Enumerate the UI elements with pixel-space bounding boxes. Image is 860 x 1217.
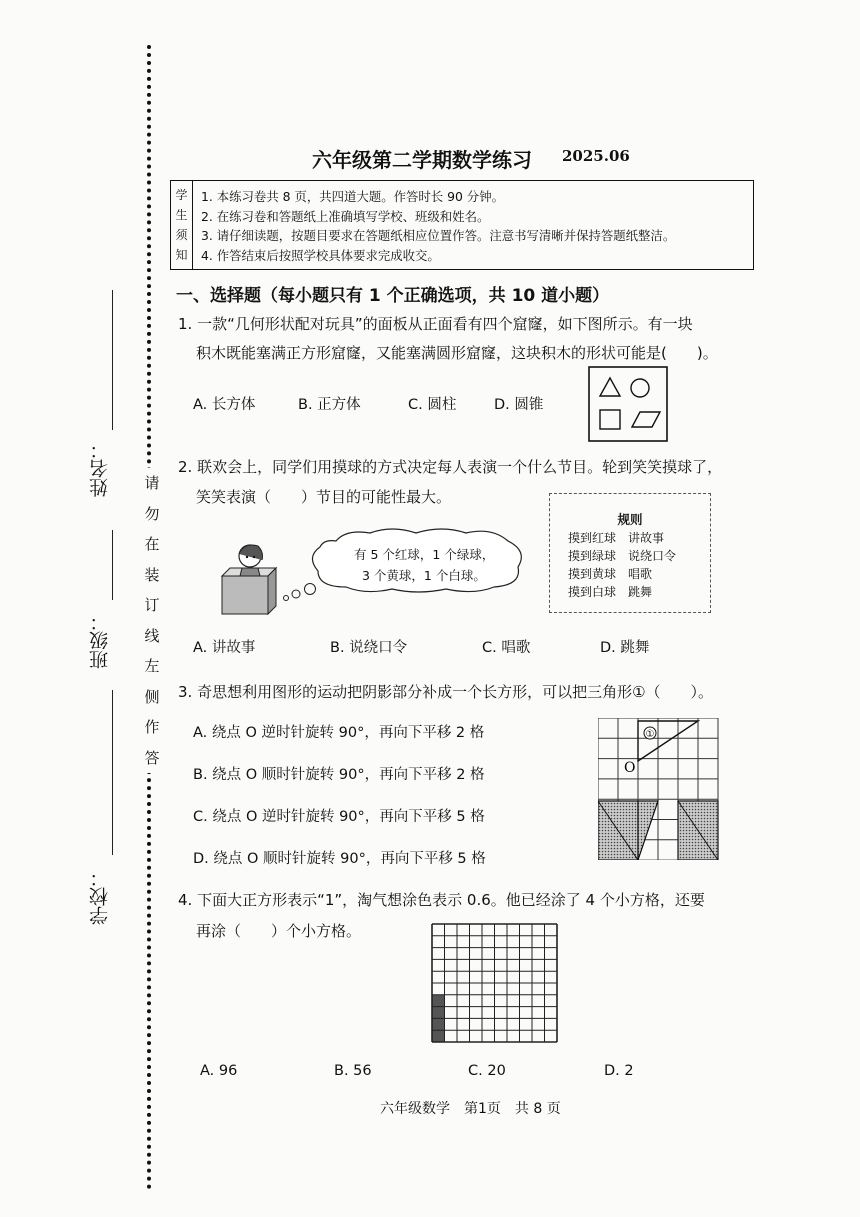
- q4-option-a: A. 96: [200, 1063, 238, 1079]
- notice-item: 4. 作答结束后按照学校具体要求完成收交。: [201, 247, 440, 263]
- notice-item: 2. 在练习卷和答题纸上准确填写学校、班级和姓名。: [201, 208, 490, 224]
- triangle-1: [638, 721, 698, 761]
- point-o-label: O: [624, 760, 636, 776]
- bubble-line1: 有 5 个红球，1 个绿球，: [354, 547, 495, 562]
- q3-option-b: B. 绕点 O 顺时针旋转 90°，再向下平移 2 格: [193, 767, 485, 783]
- rule-item: 摸到白球 跳舞: [568, 585, 653, 599]
- page-footer: 六年级数学 第1页 共 8 页: [380, 1101, 561, 1117]
- shaded-square: [432, 1030, 445, 1042]
- notice-items: [201, 187, 675, 265]
- q4-text-line1: 4. 下面大正方形表示“1”，淘气想涂色表示 0.6。他已经涂了 4 个小方格，还要: [178, 891, 705, 909]
- binding-note: 请 勿 在 装 订 线 左 侧 作 答: [143, 468, 161, 773]
- shaded-region: [638, 801, 658, 860]
- q4-text-line2: 再涂（ ）个小方格。: [196, 922, 362, 940]
- q4-option-c: C. 20: [468, 1063, 506, 1079]
- section-title: 一、选择题（每小题只有 1 个正确选项，共 10 道小题）: [176, 286, 610, 306]
- q3-text-line1: 3. 奇思想利用图形的运动把阴影部分补成一个长方形，可以把三角形①（ ）。: [178, 683, 714, 701]
- notice-item: 3. 请仔细读题，按题目要求在答题纸相应位置作答。注意书写清晰并保持答题纸整洁。: [201, 228, 676, 243]
- q1-text-line1: 1. 一款“几何形状配对玩具”的面板从正面看有四个窟窿，如下图所示。有一块: [178, 315, 693, 333]
- square-hole-icon: [600, 410, 620, 429]
- page-title: 六年级第二学期数学练习: [312, 148, 532, 172]
- hundred-grid-figure: [430, 922, 560, 1044]
- q1-option-a: A. 长方体: [193, 397, 256, 413]
- class-label: 班级：: [89, 612, 111, 669]
- rule-item: 摸到黄球 唱歌: [568, 567, 653, 581]
- triangle-hole-icon: [600, 378, 620, 396]
- parallelogram-hole-icon: [632, 412, 660, 427]
- shape-panel-figure: [588, 366, 668, 442]
- class-blank-line: [112, 530, 113, 600]
- exam-date: 2025.06: [562, 147, 630, 165]
- q2-option-d: D. 跳舞: [600, 640, 650, 656]
- q3-option-a: A. 绕点 O 逆时针旋转 90°，再向下平移 2 格: [193, 725, 485, 741]
- notice-label: 学 生 须 知: [171, 181, 193, 269]
- q2-option-a: A. 讲故事: [193, 640, 256, 656]
- rotation-grid-figure: [598, 718, 720, 860]
- q2-text-line2: 笑笑表演（ ）节目的可能性最大。: [196, 488, 452, 506]
- rule-item: 摸到红球 讲故事: [568, 531, 665, 545]
- name-blank-line: [112, 290, 113, 430]
- school-blank-line: [112, 690, 113, 855]
- q3-option-d: D. 绕点 O 顺时针旋转 90°，再向下平移 5 格: [193, 851, 486, 867]
- triangle-1-label: ①: [645, 729, 655, 740]
- q1-option-c: C. 圆柱: [408, 397, 457, 413]
- q4-option-b: B. 56: [334, 1063, 372, 1079]
- bubble-line2: 3 个黄球，1 个白球。: [362, 568, 486, 583]
- rule-item: 摸到绿球 说绕口令: [568, 549, 677, 563]
- q1-option-d: D. 圆锥: [494, 397, 544, 413]
- notice-item: 1. 本练习卷共 8 页，共四道大题。作答时长 90 分钟。: [201, 189, 504, 204]
- shaded-square: [432, 1018, 445, 1030]
- q1-option-b: B. 正方体: [298, 397, 361, 413]
- shaded-square: [432, 995, 445, 1007]
- name-label: 姓名：: [89, 440, 111, 497]
- student-notice: [170, 180, 754, 270]
- circle-hole-icon: [631, 379, 649, 397]
- q2-text-line1: 2. 联欢会上，同学们用摸球的方式决定每人表演一个什么节目。轮到笑笑摸球了，: [178, 458, 723, 476]
- rules-title: 规则: [617, 512, 643, 527]
- q2-option-c: C. 唱歌: [482, 640, 531, 656]
- school-label: 学校：: [89, 868, 111, 925]
- shaded-square: [432, 1007, 445, 1019]
- q2-option-b: B. 说绕口令: [330, 640, 408, 656]
- q3-option-c: C. 绕点 O 逆时针旋转 90°，再向下平移 5 格: [193, 809, 485, 825]
- q1-text-line2: 积木既能塞满正方形窟窿，又能塞满圆形窟窿，这块积木的形状可能是( )。: [196, 344, 718, 362]
- q4-option-d: D. 2: [604, 1063, 634, 1079]
- rules-card: [549, 493, 711, 613]
